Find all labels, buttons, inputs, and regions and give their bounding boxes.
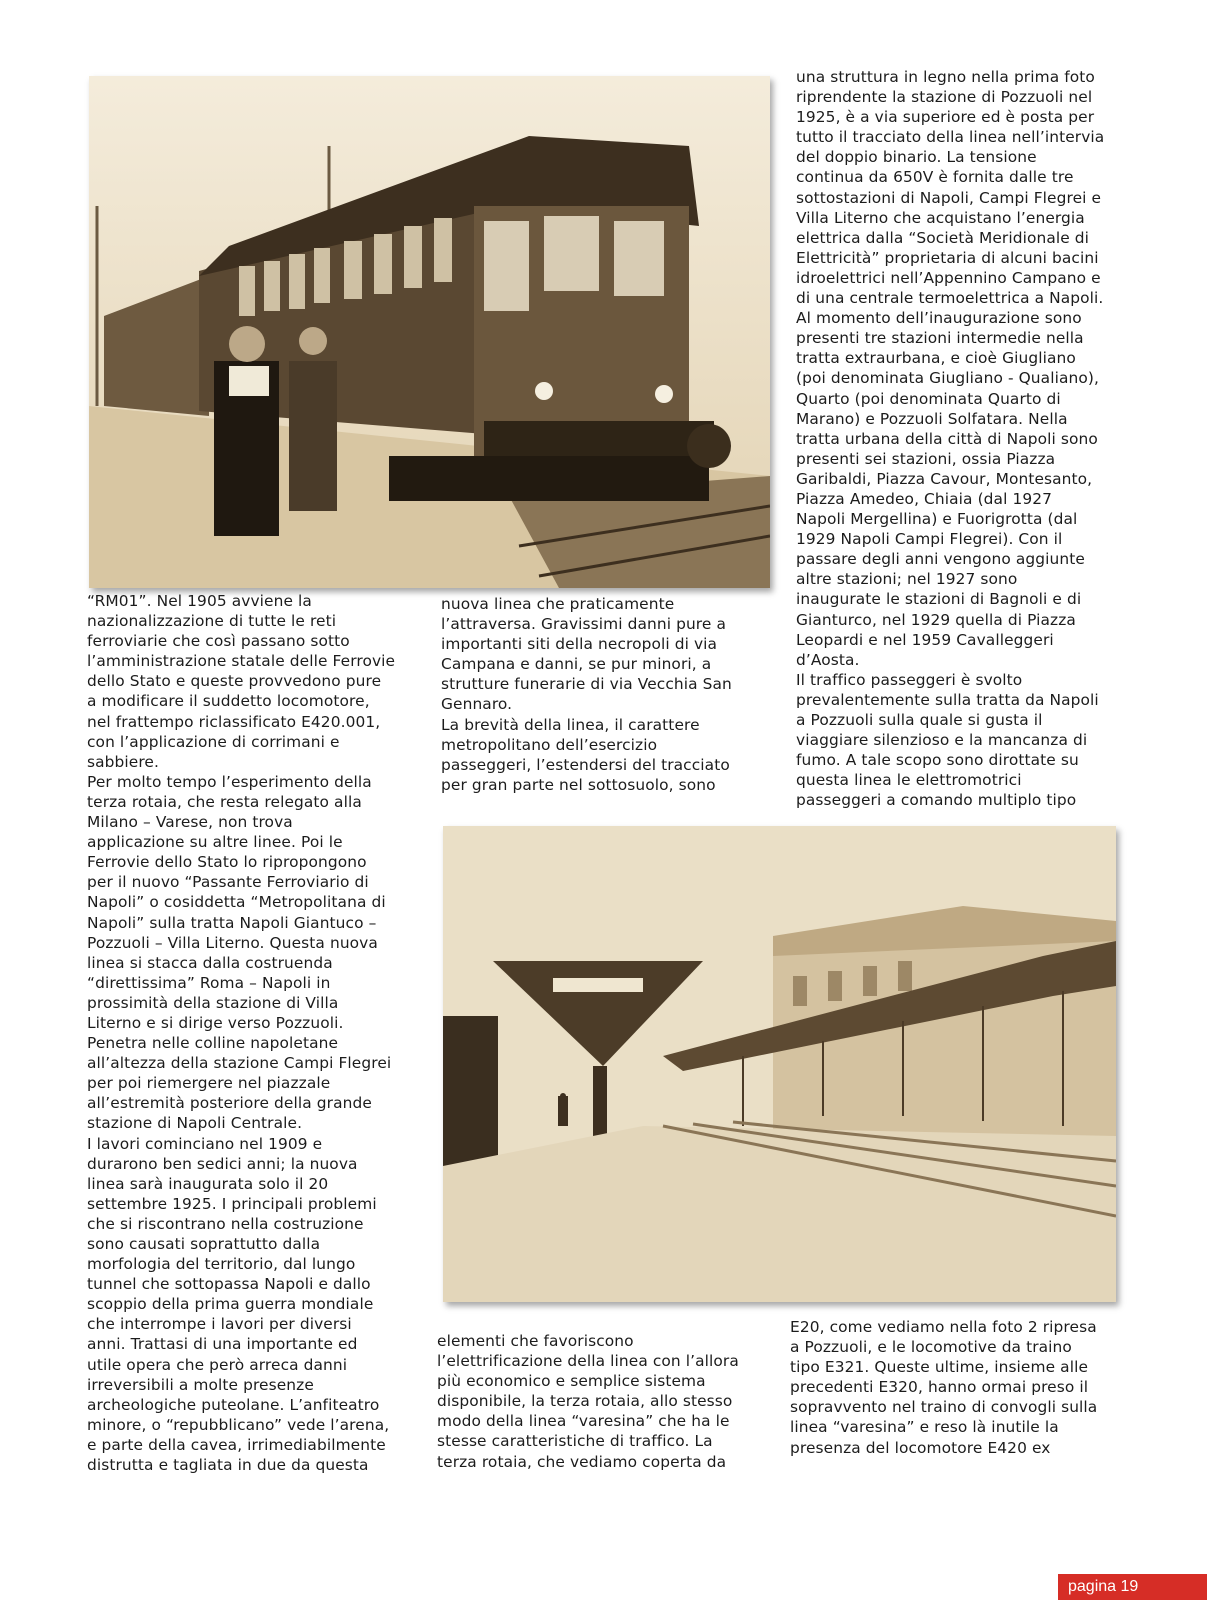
page-number-label: pagina 19 xyxy=(1068,1578,1139,1595)
page-number-tab xyxy=(1058,1574,1207,1600)
text-column-right-bottom: E20, come vediamo nella foto 2 ripresa a Pozzuoli, e le locomotive da traino tipo E321. Queste ultime, insieme alle precedenti E320, hanno ormai preso il sopravvento nel traino di convogli sulla linea “varesina” e reso là inutile la presenza del locomotore E420 ex xyxy=(790,1318,1098,1457)
text-column-top-right: una struttura in legno nella prima foto riprendente la stazione di Pozzuoli nel 1925, è a via superiore ed è posta per tutto il tracciato della linea nell’intervia del doppio binario. La tensione continua da 650V è fornita dalle tre sottostazioni di Napoli, Campi Flegrei e Villa Literno che acquistano l’energia elettrica dalla “Società Meridionale di Elettricità” proprietaria di alcuni bacini idroelettrici nell’Appennino Campano e di una centrale termoelettrica a Napoli. Al momento dell’inaugurazione sono presenti tre stazioni intermedie nella tratta extraurbana, e cioè Giugliano (poi denominata Giugliano - Qualiano), Quarto (poi denominata Quarto di Marano) e Pozzuoli Solfatara. Nella tratta urbana della città di Napoli sono presenti sei stazioni, ossia Piazza Garibaldi, Piazza Cavour, Montesanto, Piazza Amedeo, Chiaia (dal 1927 Napoli Mergellina) e Fuorigrotta (dal 1929 Napoli Campi Flegrei). Con il passare degli anni vengono aggiunte altre stazioni; nel 1927 sono inaugurate le stazioni di Bagnoli e di Gianturco, nel 1929 quella di Piazza Leopardi e nel 1959 Cavalleggeri d’Aosta. Il traffico passeggeri è svolto prevalentemente sulla tratta da Napoli a Pozzuoli sulla quale si gusta il viaggiare silenzioso e la mancanza di fumo. A tale scopo sono dirottate su questa linea le elettromotrici passeggeri a comando multiplo tipo xyxy=(796,68,1105,810)
text-column-middle-top: nuova linea che praticamente l’attraversa. Gravissimi danni pure a importanti siti della necropoli di via Campana e danni, se pur minori, a strutture funerarie di via Vecchia San Gennaro. La brevità della linea, il carattere metropolitano dell’esercizio passeggeri, l’estendersi del tracciato per gran parte nel sottosuolo, sono xyxy=(441,595,732,794)
photo-train-at-platform xyxy=(89,76,770,588)
text-column-left: “RM01”. Nel 1905 avviene la nazionalizzazione di tutte le reti ferroviarie che così passano sotto l’amministrazione statale delle Ferrovie dello Stato e queste provvedono pure a modificare il suddetto locomotore, nel frattempo riclassificato E420.001, con l’applicazione di corrimani e sabbiere. Per molto tempo l’esperimento della terza rotaia, che resta relegato alla Milano – Varese, non trova applicazione su altre linee. Poi le Ferrovie dello Stato lo ripropongono per il nuovo “Passante Ferroviario di Napoli” o cosiddetta “Metropolitana di Napoli” sulla tratta Napoli Giantuco – Pozzuoli – Villa Literno. Questa nuova linea si stacca dalla costruenda “direttissima” Roma – Napoli in prossimità della stazione di Villa Literno e si dirige verso Pozzuoli. Penetra nelle colline napoletane all’altezza della stazione Campi Flegrei per poi riemergere nel piazzale all’estremità posteriore della grande stazione di Napoli Centrale. I lavori cominciano nel 1909 e durarono ben sedici anni; la nuova linea sarà inaugurata solo il 20 settembre 1925. I principali problemi che si riscontrano nella costruzione sono causati soprattutto dalla morfologia del territorio, dal lungo tunnel che sottopassa Napoli e dallo scoppio della prima guerra mondiale che interrompe i lavori per diversi anni. Trattasi di una importante ed utile opera che però arreca danni irreversibili a molte presenze archeologiche puteolane. L’anfiteatro minore, o “repubblicano” vede l’arena, e parte della cavea, irrimediabilmente distrutta e tagliata in due da questa xyxy=(87,592,396,1475)
photo-pozzuoli-station xyxy=(443,826,1116,1302)
photo-train-illustration xyxy=(89,76,770,588)
photo-station-illustration xyxy=(443,826,1116,1302)
text-column-middle-bottom: elementi che favoriscono l’elettrificazione della linea con l’allora più economico e semplice sistema disponibile, la terza rotaia, allo stesso modo della linea “varesina” che ha le stesse caratteristiche di traffico. La terza rotaia, che vediamo coperta da xyxy=(437,1332,739,1471)
